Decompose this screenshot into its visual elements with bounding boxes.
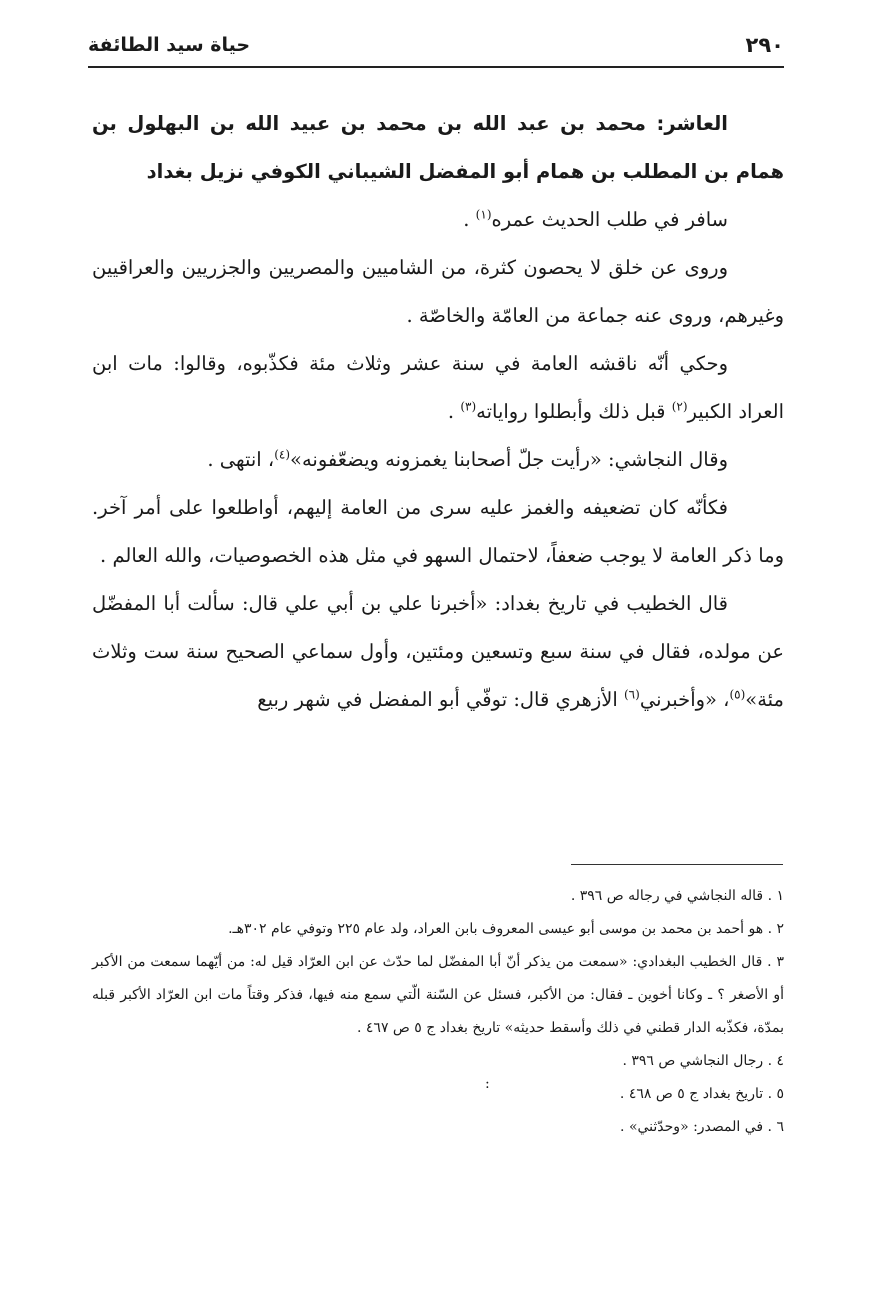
footnote-ref-4: (٤) xyxy=(274,447,291,462)
section-heading: العاشر: محمد بن عبد الله بن محمد بن عبيد الله بن البهلول بن همام بن المطلب بن همام أبو المفضل الشيباني الكوفي نزيل بغداد xyxy=(92,112,784,183)
paragraph-6 xyxy=(92,580,784,724)
footnote-3: ٣ . قال الخطيب البغدادي: «سمعت من يذكر أنّ أبا المفضّل لما حدّث عن ابن العرّاد قيل له: من أيّهما سمعت من الأكبر أو الأصغر ؟ ـ وكانا أخوين ـ فقال: من الأكبر، فسئل عن السّنة الّتي سمع منه فيها، فذكر وقتاً مات ابن العرّاد الأكبر قبله بمدّة، فكذّبه الدار قطني في ذلك وأسقط حديثه» تاريخ بغداد ج ٥ ص ٤٦٧ . xyxy=(92,954,784,1036)
stray-mark: : xyxy=(485,1076,490,1092)
paragraph-3 xyxy=(92,340,784,436)
footnote-separator xyxy=(571,864,783,865)
footnotes xyxy=(92,880,784,1144)
footnote-4: ٤ . رجال النجاشي ص ٣٩٦ . xyxy=(622,1053,784,1069)
footnote-2: ٢ . هو أحمد بن محمد بن موسى أبو عيسى المعروف بابن العراد، ولد عام ٢٢٥ وتوفي عام ٣٠٢هـ. xyxy=(228,921,784,937)
paragraph-2: وروى عن خلق لا يحصون كثرة، من الشاميين والمصريين والجزريين والعراقيين وغيرهم، وروى عنه جماعة من العامّة والخاصّة . xyxy=(92,256,784,327)
paragraph-1-end: . xyxy=(463,208,476,231)
page-number: ٢٩٠ xyxy=(745,33,784,57)
main-text xyxy=(92,100,784,724)
paragraph-6-text-c: الأزهري قال: توفّي أبو المفضل في شهر ربيع xyxy=(257,688,624,711)
footnote-ref-2: (٢) xyxy=(671,399,688,414)
paragraph-3-text-a: وحكي أنّه ناقشه العامة في سنة عشر وثلاث مئة فكذّبوه، وقالوا: مات ابن العراد الكبير xyxy=(92,352,784,423)
page-header xyxy=(88,32,784,68)
paragraph-3-text-b: قبل ذلك وأبطلوا رواياته xyxy=(476,400,672,423)
paragraph-3-end: . xyxy=(447,400,461,423)
footnote-1: ١ . قاله النجاشي في رجاله ص ٣٩٦ . xyxy=(570,888,784,904)
footnote-ref-6: (٦) xyxy=(623,687,640,702)
paragraph-1-text: سافر في طلب الحديث عمره xyxy=(491,208,728,231)
footnote-ref-3: (٣) xyxy=(460,399,477,414)
paragraph-4-text-b: ، انتهى . xyxy=(207,448,275,471)
footnote-5: ٥ . تاريخ بغداد ج ٥ ص ٤٦٨ . xyxy=(619,1086,784,1102)
paragraph-6-text-b: ، «وأخبرني xyxy=(639,688,730,711)
footnote-ref-1: (١) xyxy=(475,207,492,222)
footnote-ref-5: (٥) xyxy=(729,687,746,702)
paragraph-5: فكأنّه كان تضعيفه والغمز عليه سرى من العامة إليهم، أواطلعوا على أمر آخر. وما ذكر العامة لا يوجب ضعفاً، لاحتمال السهو في مثل هذه الخصوصيات، والله العالم . xyxy=(92,496,784,567)
paragraph-4 xyxy=(92,436,784,484)
paragraph-1 xyxy=(92,196,784,244)
paragraph-6-text-a: قال الخطيب في تاريخ بغداد: «أخبرنا علي بن أبي علي قال: سألت أبا المفضّل عن مولده، فقال في سنة سبع وتسعين ومئتين، وأول سماعي الصحيح سنة ست وثلاث مئة» xyxy=(92,592,784,711)
paragraph-4-text-a: وقال النجاشي: «رأيت جلّ أصحابنا يغمزونه ويضعّفونه» xyxy=(290,448,728,471)
footnote-6: ٦ . في المصدر: «وحدّثني» . xyxy=(620,1119,784,1135)
running-title: حياة سيد الطائفة xyxy=(88,34,251,56)
